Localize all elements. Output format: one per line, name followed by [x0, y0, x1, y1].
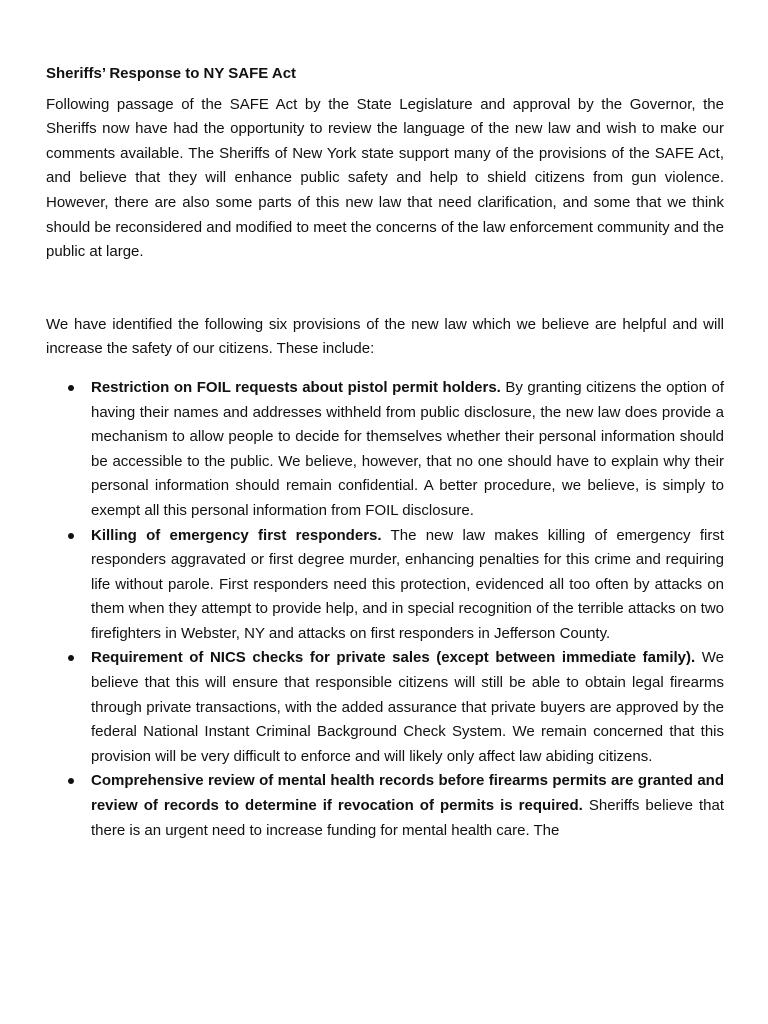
- bullet-icon: [68, 385, 74, 391]
- list-item: [46, 646, 724, 769]
- provision-body: We believe that this will ensure that responsible citizens will still be able to obtain legal firearms through private transactions, with the added assurance that private buyers are approved by the federal National Instant Criminal Background Check System. We remain concerned that this provision will be very difficult to enforce and will likely only affect law abiding citizens.: [91, 649, 724, 765]
- provision-lead: Comprehensive review of mental health records before firearms permits are granted and review of records to determine if revocation of permits is required.: [91, 772, 724, 815]
- provision-lead: Killing of emergency first responders.: [91, 526, 382, 544]
- provision-body: By granting citizens the option of having their names and addresses withheld from public disclosure, the new law does provide a mechanism to allow people to decide for themselves whether their personal information should be accessible to the public. We believe, however, that no one should have to explain why their personal information should remain confidential. A better procedure, we believe, is simply to exempt all this personal information from FOIL disclosure.: [91, 378, 724, 519]
- list-item: [46, 524, 724, 647]
- provision-lead: Restriction on FOIL requests about pistol permit holders.: [91, 378, 501, 396]
- list-intro-paragraph: We have identified the following six provisions of the new law which we believe are helpful and will increase the safety of our citizens. These include:: [46, 315, 724, 358]
- list-item: [46, 376, 724, 524]
- provision-body: The new law makes killing of emergency first responders aggravated or first degree murder, enhancing penalties for this crime and requiring life without parole. First responders need this protection, evidenced all too often by attacks on them when they attempt to provide help, and in special recognition of the terrible attacks on two firefighters in Webster, NY and attacks on first responders in Jefferson County.: [91, 526, 724, 642]
- list-item: [46, 769, 724, 843]
- bullet-icon: [68, 533, 74, 539]
- provision-body: Sheriffs believe that there is an urgent need to increase funding for mental health care. The: [91, 797, 724, 839]
- provision-lead: Requirement of NICS checks for private sales (except between immediate family).: [91, 649, 696, 667]
- document-page: [46, 62, 724, 843]
- provisions-list: [46, 376, 724, 843]
- paragraph-gap: [46, 265, 724, 313]
- bullet-icon: [68, 778, 74, 784]
- document-title: Sheriffs’ Response to NY SAFE Act: [46, 65, 297, 82]
- intro-paragraph: Following passage of the SAFE Act by the State Legislature and approval by the Governor, the Sheriffs now have had the opportunity to review the language of the new law and wish to make our comments available. The Sheriffs of New York state support many of the provisions of the SAFE Act, and believe that they will enhance public safety and help to shield citizens from gun violence. However, there are also some parts of this new law that need clarification, and some that we think should be reconsidered and modified to meet the concerns of the law enforcement community and the public at large.: [46, 95, 724, 261]
- bullet-icon: [68, 655, 74, 661]
